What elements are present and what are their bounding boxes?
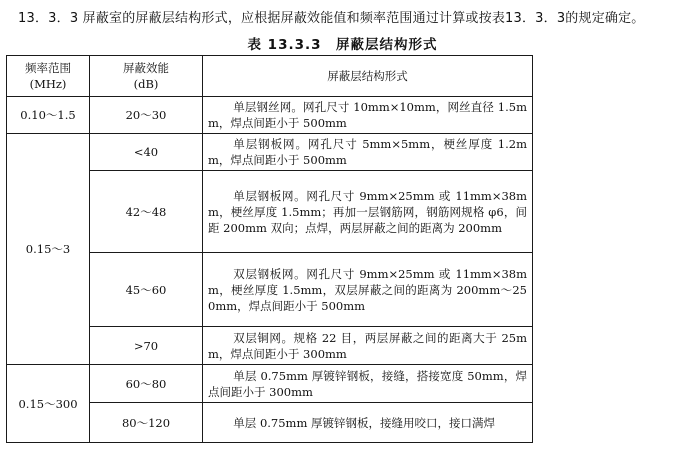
structure-description-cell: 单层 0.75mm 厚镀锌钢板，接缝用咬口，接口满焊 [203,403,533,443]
header-frequency-label: 频率范围 [25,61,71,75]
header-structure-form: 屏蔽层结构形式 [203,56,533,97]
frequency-range-cell: 0.15～300 [7,365,90,443]
clause-text: 13．3．3 屏蔽室的屏蔽层结构形式，应根据屏蔽效能值和频率范围通过计算或按表13．3．3的规定确定。 [18,11,645,26]
effectiveness-cell: 20～30 [90,97,203,134]
header-shielding-effectiveness [90,56,203,97]
shielding-structure-table [6,55,533,443]
table-caption: 表 13.3.3 屏蔽层结构形式 [247,37,438,53]
header-frequency-range [7,56,90,97]
table-row [7,97,533,134]
effectiveness-cell: 80～120 [90,403,203,443]
header-frequency-unit: (MHz) [29,77,67,91]
structure-description-cell: 单层钢板网。网孔尺寸 5mm×5mm，梗丝厚度 1.2mm，焊点间距小于 500mm [203,134,533,171]
effectiveness-cell: <40 [90,134,203,171]
structure-description-cell: 单层 0.75mm 厚镀锌钢板，接缝，搭接宽度 50mm，焊点间距小于 300mm [203,365,533,403]
structure-description-cell: 单层钢丝网。网孔尺寸 10mm×10mm，网丝直径 1.5mm，焊点间距小于 500mm [203,97,533,134]
header-effectiveness-unit: (dB) [133,77,159,91]
structure-description-cell: 双层钢板网。网孔尺寸 9mm×25mm 或 11mm×38mm，梗丝厚度 1.5mm，双层屏蔽之间的距离为 200mm～250mm，焊点间距小于 500mm [203,253,533,327]
frequency-range-cell: 0.15～3 [7,134,90,365]
effectiveness-cell: >70 [90,327,203,365]
structure-description-cell: 双层铜网。规格 22 目，两层屏蔽之间的距离大于 25mm，焊点间距小于 300mm [203,327,533,365]
effectiveness-cell: 45～60 [90,253,203,327]
table-header-row [7,56,533,97]
table-row [7,134,533,171]
effectiveness-cell: 60～80 [90,365,203,403]
frequency-range-cell: 0.10～1.5 [7,97,90,134]
effectiveness-cell: 42～48 [90,171,203,253]
table-row [7,365,533,403]
structure-description-cell: 单层钢板网。网孔尺寸 9mm×25mm 或 11mm×38mm，梗丝厚度 1.5mm；再加一层钢筋网，钢筋网规格 φ6，间距 200mm 双向；点焊，两层屏蔽之间的距离为 200mm [203,171,533,253]
header-effectiveness-label: 屏蔽效能 [123,61,169,75]
